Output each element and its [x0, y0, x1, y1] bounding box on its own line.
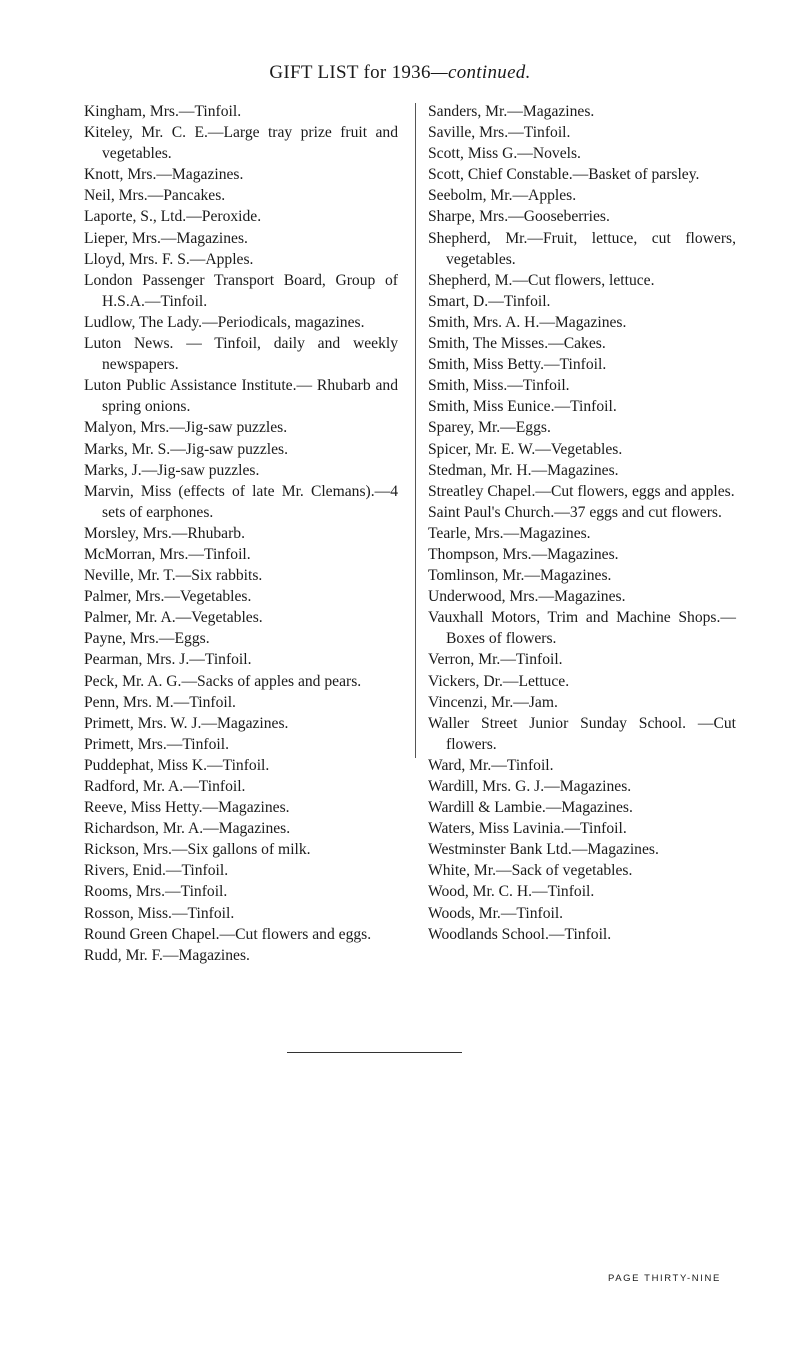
gift-entry: Smart, D.—Tinfoil. [428, 292, 551, 310]
gift-entry: Smith, Miss Betty.—Tinfoil. [428, 356, 607, 374]
gift-entry: Marvin, Miss (effects of late Mr. Clemans).—4 sets of earphones. [84, 482, 398, 521]
gift-entry: London Passenger Transport Board, Group of H.S.A.—Tinfoil. [84, 271, 398, 310]
page-header [0, 62, 800, 84]
gift-entry: Woods, Mr.—Tinfoil. [428, 904, 564, 922]
left-column [84, 101, 398, 966]
gift-entry: Ludlow, The Lady.—Periodicals, magazines. [84, 313, 365, 331]
gift-entry: Waters, Miss Lavinia.—Tinfoil. [428, 820, 627, 838]
gift-entry: Streatley Chapel.—Cut flowers, eggs and apples. [428, 482, 735, 500]
column-divider [415, 103, 416, 758]
gift-entry: Verron, Mr.—Tinfoil. [428, 651, 563, 669]
gift-entry: Puddephat, Miss K.—Tinfoil. [84, 756, 270, 774]
gift-entry: Rickson, Mrs.—Six gallons of milk. [84, 841, 311, 859]
gift-entry: Saville, Mrs.—Tinfoil. [428, 124, 571, 142]
gift-entry: Palmer, Mr. A.—Vegetables. [84, 609, 263, 627]
gift-entry: Shepherd, M.—Cut flowers, lettuce. [428, 271, 655, 289]
gift-entry: Malyon, Mrs.—Jig-saw puzzles. [84, 419, 288, 437]
header-continued: —continued. [430, 62, 531, 83]
gift-entry: Tearle, Mrs.—Magazines. [428, 524, 591, 542]
gift-entry: Shepherd, Mr.—Fruit, lettuce, cut flowers, vegetables. [428, 229, 736, 268]
gift-entry: Lloyd, Mrs. F. S.—Apples. [84, 250, 254, 268]
gift-entry: Wardill, Mrs. G. J.—Magazines. [428, 778, 632, 795]
gift-entry: McMorran, Mrs.—Tinfoil. [84, 545, 251, 563]
gift-entry: Westminster Bank Ltd.—Magazines. [428, 841, 659, 859]
gift-entry: Kingham, Mrs.—Tinfoil. [84, 103, 242, 120]
gift-entry: Penn, Mrs. M.—Tinfoil. [84, 693, 236, 711]
gift-entry: Underwood, Mrs.—Magazines. [428, 588, 626, 606]
gift-entry: Wood, Mr. C. H.—Tinfoil. [428, 883, 595, 901]
gift-entry: Radford, Mr. A.—Tinfoil. [84, 778, 246, 795]
gift-entry: Smith, Miss Eunice.—Tinfoil. [428, 398, 617, 416]
gift-entry: Rooms, Mrs.—Tinfoil. [84, 883, 228, 901]
gift-entry: Vauxhall Motors, Trim and Machine Shops.—Boxes of flowers. [428, 609, 736, 648]
gift-entry: Tomlinson, Mr.—Magazines. [428, 567, 612, 585]
gift-entry: Palmer, Mrs.—Vegetables. [84, 588, 252, 606]
gift-entry: Luton News. — Tinfoil, daily and weekly newspapers. [84, 335, 398, 374]
gift-entry: Kiteley, Mr. C. E.—Large tray prize fruit and vegetables. [84, 124, 398, 163]
gift-entry: Seebolm, Mr.—Apples. [428, 187, 577, 205]
gift-entry: Peck, Mr. A. G.—Sacks of apples and pears. [84, 672, 362, 690]
header-title: GIFT LIST for 1936 [269, 62, 431, 83]
gift-entry: Thompson, Mrs.—Magazines. [428, 545, 619, 563]
gift-entry: Stedman, Mr. H.—Magazines. [428, 461, 619, 479]
gift-entry: Morsley, Mrs.—Rhubarb. [84, 524, 245, 542]
page-number: PAGE THIRTY-NINE [608, 1273, 721, 1284]
gift-entry: White, Mr.—Sack of vegetables. [428, 862, 633, 880]
gift-entry: Wardill & Lambie.—Magazines. [428, 799, 633, 817]
gift-entry: Knott, Mrs.—Magazines. [84, 166, 244, 184]
gift-entry: Vincenzi, Mr.—Jam. [428, 693, 558, 711]
gift-entry: Smith, Mrs. A. H.—Magazines. [428, 313, 627, 331]
gift-entry: Smith, The Misses.—Cakes. [428, 335, 606, 353]
gift-entry: Reeve, Miss Hetty.—Magazines. [84, 799, 290, 817]
end-rule [287, 1052, 462, 1053]
gift-entry: Rudd, Mr. F.—Magazines. [84, 946, 250, 964]
gift-entry: Neil, Mrs.—Pancakes. [84, 187, 226, 205]
gift-entry: Payne, Mrs.—Eggs. [84, 630, 210, 648]
gift-entry: Primett, Mrs. W. J.—Magazines. [84, 714, 289, 732]
right-column [428, 101, 736, 945]
gift-entry: Woodlands School.—Tinfoil. [428, 925, 612, 943]
gift-entry: Richardson, Mr. A.—Magazines. [84, 820, 291, 838]
gift-entry: Sharpe, Mrs.—Gooseberries. [428, 208, 610, 226]
gift-entry: Saint Paul's Church.—37 eggs and cut flowers. [428, 503, 722, 521]
gift-entry: Vickers, Dr.—Lettuce. [428, 672, 570, 690]
gift-entry: Marks, J.—Jig-saw puzzles. [84, 461, 260, 479]
gift-entry: Rivers, Enid.—Tinfoil. [84, 862, 229, 880]
gift-entry: Scott, Chief Constable.—Basket of parsley. [428, 166, 700, 184]
gift-entry: Spicer, Mr. E. W.—Vegetables. [428, 440, 623, 458]
gift-entry: Round Green Chapel.—Cut flowers and eggs. [84, 925, 372, 943]
gift-entry: Sanders, Mr.—Magazines. [428, 103, 595, 120]
gift-entry: Smith, Miss.—Tinfoil. [428, 377, 570, 395]
gift-entry: Neville, Mr. T.—Six rabbits. [84, 567, 263, 585]
gift-entry: Luton Public Assistance Institute.— Rhubarb and spring onions. [84, 377, 398, 416]
gift-entry: Laporte, S., Ltd.—Peroxide. [84, 208, 262, 226]
gift-entry: Pearman, Mrs. J.—Tinfoil. [84, 651, 252, 669]
gift-entry: Rosson, Miss.—Tinfoil. [84, 904, 235, 922]
gift-entry: Ward, Mr.—Tinfoil. [428, 756, 554, 774]
gift-entry: Primett, Mrs.—Tinfoil. [84, 735, 229, 753]
gift-entry: Sparey, Mr.—Eggs. [428, 419, 551, 437]
gift-entry: Scott, Miss G.—Novels. [428, 145, 581, 163]
gift-entry: Waller Street Junior Sunday School. —Cut flowers. [428, 714, 736, 753]
gift-entry: Lieper, Mrs.—Magazines. [84, 229, 248, 247]
gift-entry: Marks, Mr. S.—Jig-saw puzzles. [84, 440, 288, 458]
